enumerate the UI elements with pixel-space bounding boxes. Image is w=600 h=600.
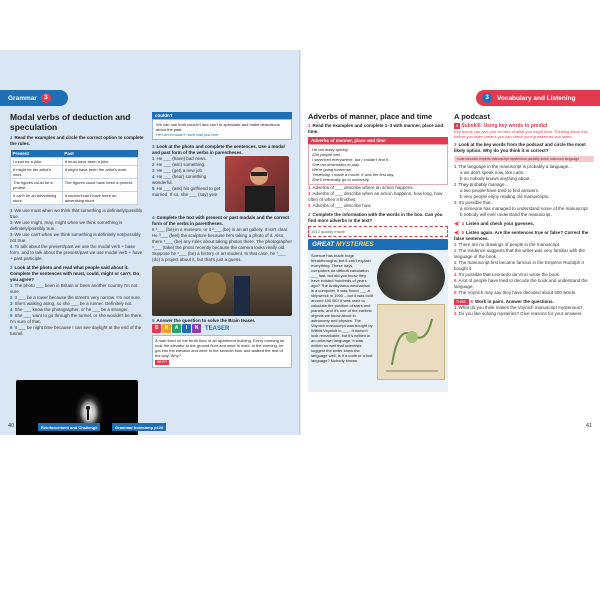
page-title: Modal verbs of deduction and speculation (10, 112, 131, 132)
rule-item: 3 We use can't when we think something is definitely not/possibly not true. (10, 232, 141, 243)
ex2-instruction: 2 Complete the information with the words in the box. Can you find more adverbs in the text? (308, 212, 443, 223)
ex3-item: 5 He ___ (ask) his girlfriend to get married. If so, she ___ (say) yes! (152, 186, 221, 197)
ex1-item: 1 Adverbs of ___ describe where an action happens. (308, 185, 414, 190)
ex5-item: 5 A lot of people have tried to decode the book and understand the language. (454, 278, 588, 289)
man-on-phone-photo (225, 156, 289, 212)
ex2-item: 5 She ___ want to go through the tunnel, or she wouldn't be there. I'm sure of that. (10, 313, 143, 324)
podcast-title: A podcast (454, 112, 490, 121)
adverb-example: Yesterday, I made a movie. It was the first day. (312, 172, 395, 177)
ex5-item: 3 The manuscript first became famous in the Emperor Rudolph II bought it. (454, 260, 584, 271)
subskill-text: Key words can give you an idea of what you might hear. Thinking about this before you listen means you can check your guesses as you listen. (454, 129, 588, 139)
rule-item: 4 To talk about the present/past we use the modal verb + base form, and to talk about the present/past we use modal verb + have + past participle. (10, 244, 143, 261)
right-page (300, 50, 600, 435)
table-cell: It couldn't/can't have been an advertising stunt. (62, 192, 137, 205)
table-cell: The figures could be a protest. (11, 179, 63, 192)
teaser-text: A man lived on the tenth floor of an apartment building. Every morning he took the elevator to the ground floor and went to work. In the evening, he got into the elevator and went to the seventh floor and walked the rest of the way. Why? (155, 338, 285, 358)
ex4-instruction: 4 Complete the text with present or past modals and the correct form of the verbs in parentheses. (152, 215, 290, 226)
adverb-example: She'll eventually go to university. (312, 177, 370, 182)
ex2-item: 1 The photo ___ been in Britain or been another country I'm not sure. (10, 283, 138, 294)
answer-tag: WHY? (157, 360, 168, 364)
teaser-label: TEASER (205, 325, 230, 332)
adverbs-title: Adverbs of manner, place and time (308, 112, 433, 121)
think-tag: THINK (456, 300, 467, 304)
couldnt-box-example: He can't/couldn't have had just one. (156, 132, 220, 137)
rule-item: 1 We use must when we think that something is definitely/possibly true. (10, 208, 143, 219)
ex3-item: 3 It's possible that... (454, 200, 495, 205)
ex5-item: 1 There are no drawings of people in the manuscript. (454, 242, 561, 247)
ex3-item: 4 He ___ (hear) something wonderful. (152, 174, 207, 185)
modal-table (10, 150, 138, 205)
ex3-option[interactable]: a someone has managed to understand some of the manuscript. (460, 206, 589, 211)
left-page (0, 50, 300, 435)
ex3-item: 1 He ___ (have) bad news. (152, 156, 207, 161)
antikythera-photo (377, 253, 445, 301)
ex3-instruction: 3 Look at the key words from the podcast and circle the most likely option. Why do you think it is correct? (454, 142, 586, 153)
audio-icon: ◀) (454, 221, 460, 227)
ex2-item: 6 It ___ be night time because I can see daylight at the end of the tunnel. (10, 325, 142, 336)
teaser-box (152, 335, 292, 368)
unit-badge: 3 (41, 93, 51, 103)
ex6-item: 2 Do you like solving mysteries? Give reasons for your answers. (454, 311, 583, 316)
vocab-header (476, 90, 600, 106)
ex3-option[interactable]: b no nobody knows anything about. (460, 176, 531, 181)
adverbs-box-heading: Adverbs of manner, place and time (308, 137, 448, 144)
great-mysteries-text: Science has made huge breakthroughs, but it can't explain everything. These days, computers do difficult calculation ___ fast, but did you know they have existed hundreds of years ago? The Antikythera mechanism is a computer. It was found ___ a shipwreck in 1900 – but it was built around 100 BC! It was used to calculate the position of stars and planets, and it's one of the earliest objects we know about in astronomy and physics. The Voynich manuscript was bought by Wilfrid Voynich in ___. It doesn't look remarkable, but it's written in an unknown language. It was written so well that scientists suggest the writer knew the language well. Is it a code or a lost language? Nobody knows. (311, 253, 373, 363)
ex3-item: 1 The language in the manuscript is probably a language... (454, 164, 572, 169)
left-column (10, 112, 144, 337)
ex5-instruction: 5 Answer the question to solve the Brain teaser. (152, 318, 256, 323)
table-header-present: Present (11, 150, 63, 158)
table-header-past: Past (62, 150, 137, 158)
great-mysteries-banner: GREAT MYSTERIES (308, 239, 448, 250)
subskill-title: 3 Subskill: Using key words to predict (456, 123, 548, 129)
ex3-option[interactable]: b nobody will ever understand the manuscript. (460, 212, 552, 217)
ex4-text: It ¹___ (be) in a museum, or it ²___ (be) in an art gallery. It isn't clear. He ³___ (feel) the sculpture because he's taking a photo of it. Also, there ⁴___ (be) any rules about taking photos there. The photographer ⁵___ (take) the photo recently because the camera looks really old. Suppose he ⁶___ (be) a history or art student. In that case, he ⁷___ (do) a project about it, but that's just a guess. (152, 227, 292, 262)
ex2-instruction: 2 Look at the photo and read what people said about it. Complete the sentences with must, could, might or can't. Do you agree? (10, 265, 140, 282)
keywords-box: code decoder experts manuscript mysterious partially solve unknown language (454, 156, 594, 162)
table-cell: I must be a joke. (11, 158, 63, 166)
ex2-item: 4 She ___ know the photographer, or he ___ be a stranger. (10, 307, 129, 312)
rule-item: 2 We use might, may, might when we think something is definitely/possibly true. (10, 220, 123, 231)
brain-teaser-banner (152, 324, 292, 333)
page-number-left: 40 (8, 423, 15, 429)
statue-icon (152, 266, 292, 316)
ex3-option[interactable]: b very people enjoy reading old manuscripts. (460, 194, 550, 199)
adverb-example: He ran away quickly. (312, 147, 349, 152)
ex1-item: 3 Adverbs of ___ describe how. (308, 203, 372, 208)
ex1-instruction: 1 Read the examples and circle the correct option to complete the rules. (10, 135, 144, 146)
teaser-letter: B (152, 324, 161, 333)
teaser-letter: N (192, 324, 201, 333)
book-gutter (299, 50, 301, 435)
museum-photo (152, 266, 292, 316)
person-icon (225, 156, 289, 212)
ex2-item: 2 It ___ be a tower because the street's very narrow. I'm not sure. (10, 295, 142, 300)
adverb-example: We're going tomorrow. (312, 167, 352, 172)
ex5-instruction: ◀) 5 Listen again. Are the sentences true or false? Correct the false sentences. (454, 230, 589, 241)
adverb-example: I searched everywhere, but I couldn't find it. (312, 157, 390, 162)
couldnt-box-heading: couldn't (152, 112, 292, 119)
grammar-header-label: Grammar (8, 94, 37, 102)
table-cell: It must have been a joke. (62, 158, 137, 166)
ex3-item: 2 They probably manage... (454, 182, 509, 187)
adverb-example: She ran downstairs to play. (312, 162, 360, 167)
ex3-list (152, 156, 222, 212)
great-mysteries-box (308, 250, 448, 392)
audio-icon: ◀) (454, 230, 460, 236)
voynich-manuscript-photo (377, 304, 445, 380)
couldnt-box-text: We can use both couldn't and can't to speculate and make deductions about the past. (156, 122, 280, 132)
table-cell: It might have been the artist's work. (62, 166, 137, 179)
reinforcement-link[interactable]: Reinforcement and Challenge (38, 423, 100, 431)
teaser-letter: I (182, 324, 191, 333)
listening-column (454, 112, 594, 317)
ex3-item: 2 He ___ (win) something. (152, 162, 206, 167)
ex3-option[interactable]: a two people have tried to find answers. (460, 188, 540, 193)
word-box: 1912 quickly inside (308, 226, 448, 237)
grammar-header (0, 90, 68, 106)
teaser-letter: A (172, 324, 181, 333)
couldnt-box (152, 119, 292, 140)
ex3-item: 3 He ___ (get) a new job. (152, 168, 204, 173)
ex5-item: 4 It's possible that Leonardo da Vinci wrote the book. (454, 272, 561, 277)
adverb-example: She played well. (312, 152, 342, 157)
unit-badge: 3 (482, 93, 492, 103)
grammar-column (308, 112, 448, 392)
ex1-instruction: 1 Read the examples and complete 1–3 with manner, place and time. (308, 123, 444, 134)
ex6-instruction: THINK 6 Work in pairs. Answer the questions. (456, 299, 554, 304)
table-cell: It can't be an advertising stunt. (11, 192, 63, 205)
ex3-option[interactable]: a we don't speak now, like Latin. (460, 170, 525, 175)
ex3-area (152, 156, 292, 212)
page-number-right: 41 (585, 423, 592, 429)
ex3-instruction: 3 Look at the photo and complete the sentences. Use a modal and past form of the verbs in parentheses. (152, 144, 285, 155)
table-cell: The figures could have been a protest. (62, 179, 137, 192)
adverbs-box (308, 144, 448, 185)
manuscript-drawing-icon (378, 305, 446, 381)
grammar-bootcamp-link[interactable]: Grammar bootcamp p120 (112, 423, 166, 431)
ex2-item: 3 She's walking along, so she ___ be a runner. Definitely not. (10, 301, 133, 306)
ex5-item: 6 The Voynich may say they have decoded about 500 words. (454, 290, 577, 295)
ex5-item: 2 The evidence suggests that the writer was very familiar with the language of the book. (454, 248, 585, 259)
ex6-item: 1 What do you think makes the Voynich manuscript mysterious? (454, 305, 583, 310)
ex1-item: 2 Adverbs of ___ describe when an action happens, how long, how often or when it finishes. (308, 191, 443, 202)
right-column (152, 112, 292, 368)
teaser-letter: R (162, 324, 171, 333)
ex4-instruction: ◀) 4 Listen and check your guesses. (454, 221, 535, 227)
table-cell: It might be the artist's work. (11, 166, 63, 179)
vocab-header-label: Vocabulary and Listening (497, 94, 576, 102)
